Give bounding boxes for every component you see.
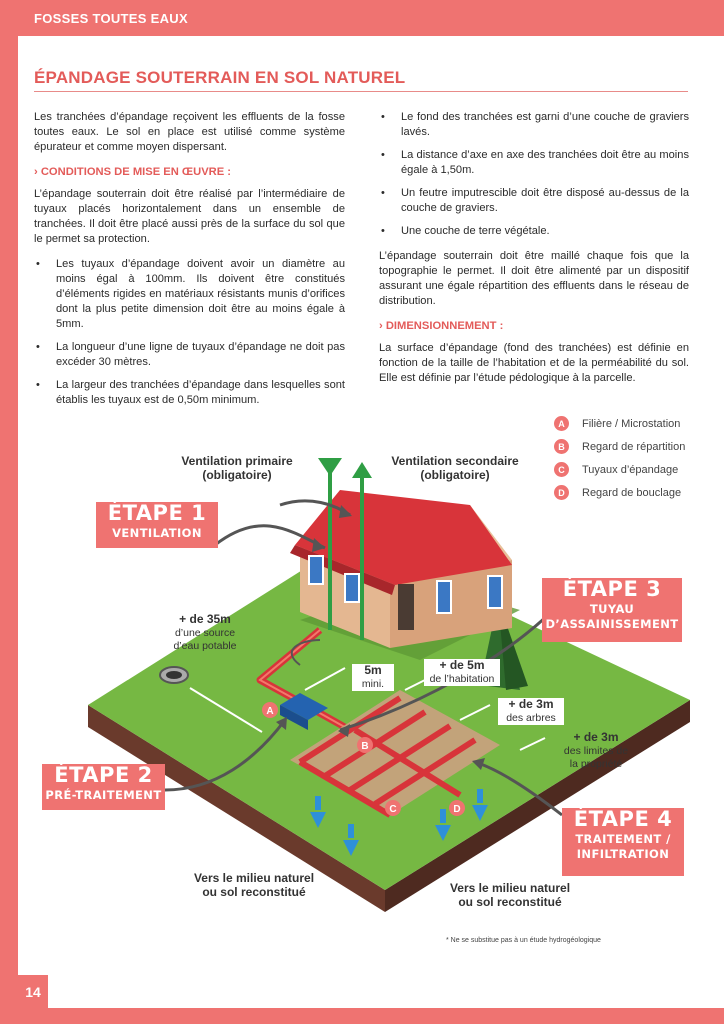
list-item: • Un feutre imputrescible doit être disposé au-dessus de la couche de graviers. bbox=[379, 186, 689, 216]
etape4-badge: ÉTAPE 4 TRAITEMENT / INFILTRATION bbox=[562, 808, 684, 876]
intro-paragraph: Les tranchées d’épandage reçoivent les effluents de la fosse toutes eaux. Le sol en place est utilisé comme système épurateur et comme moyen dispersant. bbox=[34, 111, 345, 153]
list-item: • Une couche de terre végétale. bbox=[379, 224, 689, 239]
dimension-paragraph: La surface d’épandage (fond des tranchées) est définie en fonction de la taille de l’habitation et de la perméabilité du sol. Elle est définie par l’étude pédologique à la parcelle. bbox=[379, 342, 689, 384]
legend-marker: D bbox=[554, 485, 569, 500]
distance-source-note: + de 35m d’une source d’eau potable bbox=[173, 612, 237, 652]
door-icon bbox=[398, 584, 414, 630]
section-header: FOSSES TOUTES EAUX bbox=[34, 11, 188, 26]
dimension-heading: › DIMENSIONNEMENT : bbox=[379, 320, 504, 332]
legend-label: Tuyaux d’épandage bbox=[582, 463, 679, 476]
marker-a-letter: A bbox=[266, 706, 274, 717]
etape3-badge: ÉTAPE 3 TUYAU D’ASSAINISSEMENT bbox=[542, 578, 682, 642]
vent-cap-icon bbox=[318, 458, 342, 476]
maillage-paragraph: L’épandage souterrain doit être maillé chaque fois que la topographie le permet. Il doit être alimenté par un dispositif assurant une égale répartition des effluents dans le réseau de distribution. bbox=[379, 250, 689, 307]
well-hole bbox=[166, 671, 182, 679]
window-icon bbox=[489, 577, 501, 607]
distance-habitation-note: + de 5m de l’habitation bbox=[424, 659, 500, 686]
vent-cap-icon bbox=[352, 462, 372, 478]
distance-trees-note: + de 3m des arbres bbox=[498, 698, 564, 725]
list-item: • La distance d’axe en axe des tranchées doit être au moins égale à 1,50m. bbox=[379, 148, 689, 178]
conditions-heading: › CONDITIONS DE MISE EN ŒUVRE : bbox=[34, 166, 232, 178]
list-item: • Le fond des tranchées est garni d’une couche de graviers lavés. bbox=[379, 110, 689, 140]
legend-label: Regard de bouclage bbox=[582, 486, 682, 499]
ventilation-primary-label: Ventilation primaire (obligatoire) bbox=[181, 454, 293, 482]
distance-limits-note: + de 3m des limites de la propriété bbox=[563, 730, 629, 770]
etape2-badge: ÉTAPE 2 PRÉ-TRAITEMENT bbox=[42, 764, 165, 810]
ventilation-secondary-label: Ventilation secondaire (obligatoire) bbox=[391, 454, 519, 482]
legend-label: Regard de répartition bbox=[582, 440, 686, 453]
footnote: * Ne se substitue pas à un étude hydrogéologique bbox=[446, 937, 601, 944]
legend-marker: A bbox=[554, 416, 569, 431]
list-item: • La largeur des tranchées d’épandage dans lesquelles sont établis les tuyaux est de 0,50m minimum. bbox=[34, 378, 345, 408]
milieu-naturel-left: Vers le milieu naturel ou sol reconstitué bbox=[193, 871, 315, 899]
window-icon bbox=[310, 557, 322, 583]
distance-5m-note: 5m mini. bbox=[352, 664, 394, 691]
page-title: ÉPANDAGE SOUTERRAIN EN SOL NATUREL bbox=[34, 68, 406, 87]
milieu-naturel-right: Vers le milieu naturel ou sol reconstitué bbox=[449, 881, 571, 909]
page-number: 14 bbox=[18, 975, 48, 1008]
etape1-badge: ÉTAPE 1 VENTILATION bbox=[96, 502, 218, 548]
marker-b-letter: B bbox=[361, 741, 369, 752]
legend-marker: B bbox=[554, 439, 569, 454]
legend-marker: C bbox=[554, 462, 569, 477]
window-icon bbox=[346, 575, 358, 601]
marker-c-letter: C bbox=[389, 804, 397, 815]
bottom-band bbox=[18, 1008, 724, 1024]
marker-d-letter: D bbox=[453, 804, 461, 815]
legend-label: Filière / Microstation bbox=[582, 417, 681, 430]
list-item: • Les tuyaux d’épandage doivent avoir un diamètre au moins égal à 100mm. Ils doivent être constitués d’éléments rigides en matériaux résistants munis d’orifices dont la plus petite dimension doit être au moins égale à 5mm. bbox=[34, 257, 345, 332]
list-item: • La longueur d’une ligne de tuyaux d’épandage ne doit pas excéder 30 mètres. bbox=[34, 340, 345, 370]
window-icon bbox=[438, 582, 450, 612]
conditions-paragraph: L’épandage souterrain doit être réalisé par l’intermédiaire de tuyaux placés horizontalement dans un ensemble de tranchées. Il doit être placé aussi près de la surface du sol que le permet sa protection. bbox=[34, 188, 345, 245]
